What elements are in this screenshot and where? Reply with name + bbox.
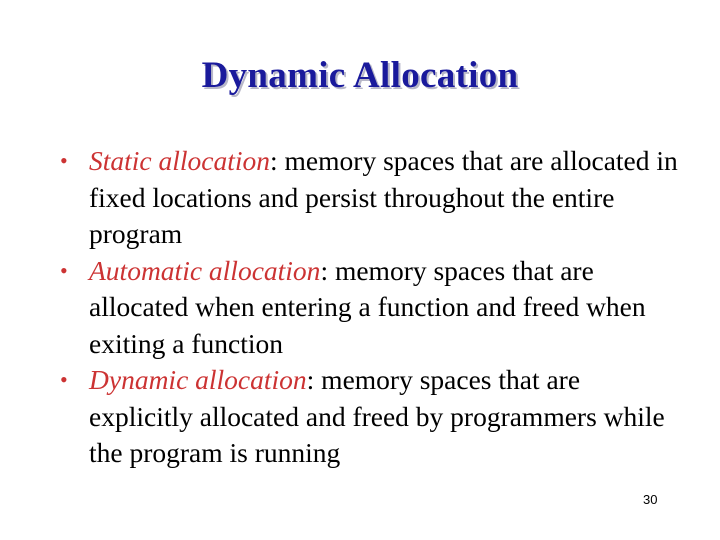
bullet-text: : memory spaces that are explicitly allocated and freed by programmers while the program is running — [89, 364, 665, 468]
bullet-text: : memory spaces that are allocated in fixed locations and persist throughout the entire program — [89, 145, 678, 249]
slide-title: Dynamic Allocation — [201, 55, 519, 96]
bullet-term: Automatic allocation — [89, 254, 321, 286]
bullet-icon: • — [60, 367, 68, 392]
bullet-list — [60, 143, 680, 472]
page-number: 30 — [643, 492, 658, 507]
bullet-item-dynamic — [60, 362, 680, 472]
bullet-item-static — [60, 143, 680, 253]
bullet-text: : memory spaces that are allocated when entering a function and freed when exiting a function — [89, 254, 646, 359]
bullet-icon: • — [60, 148, 68, 173]
bullet-term: Static allocation — [89, 145, 271, 176]
bullet-term: Dynamic allocation — [89, 364, 307, 395]
bullet-item-automatic — [60, 253, 680, 363]
bullet-icon: • — [60, 257, 68, 283]
